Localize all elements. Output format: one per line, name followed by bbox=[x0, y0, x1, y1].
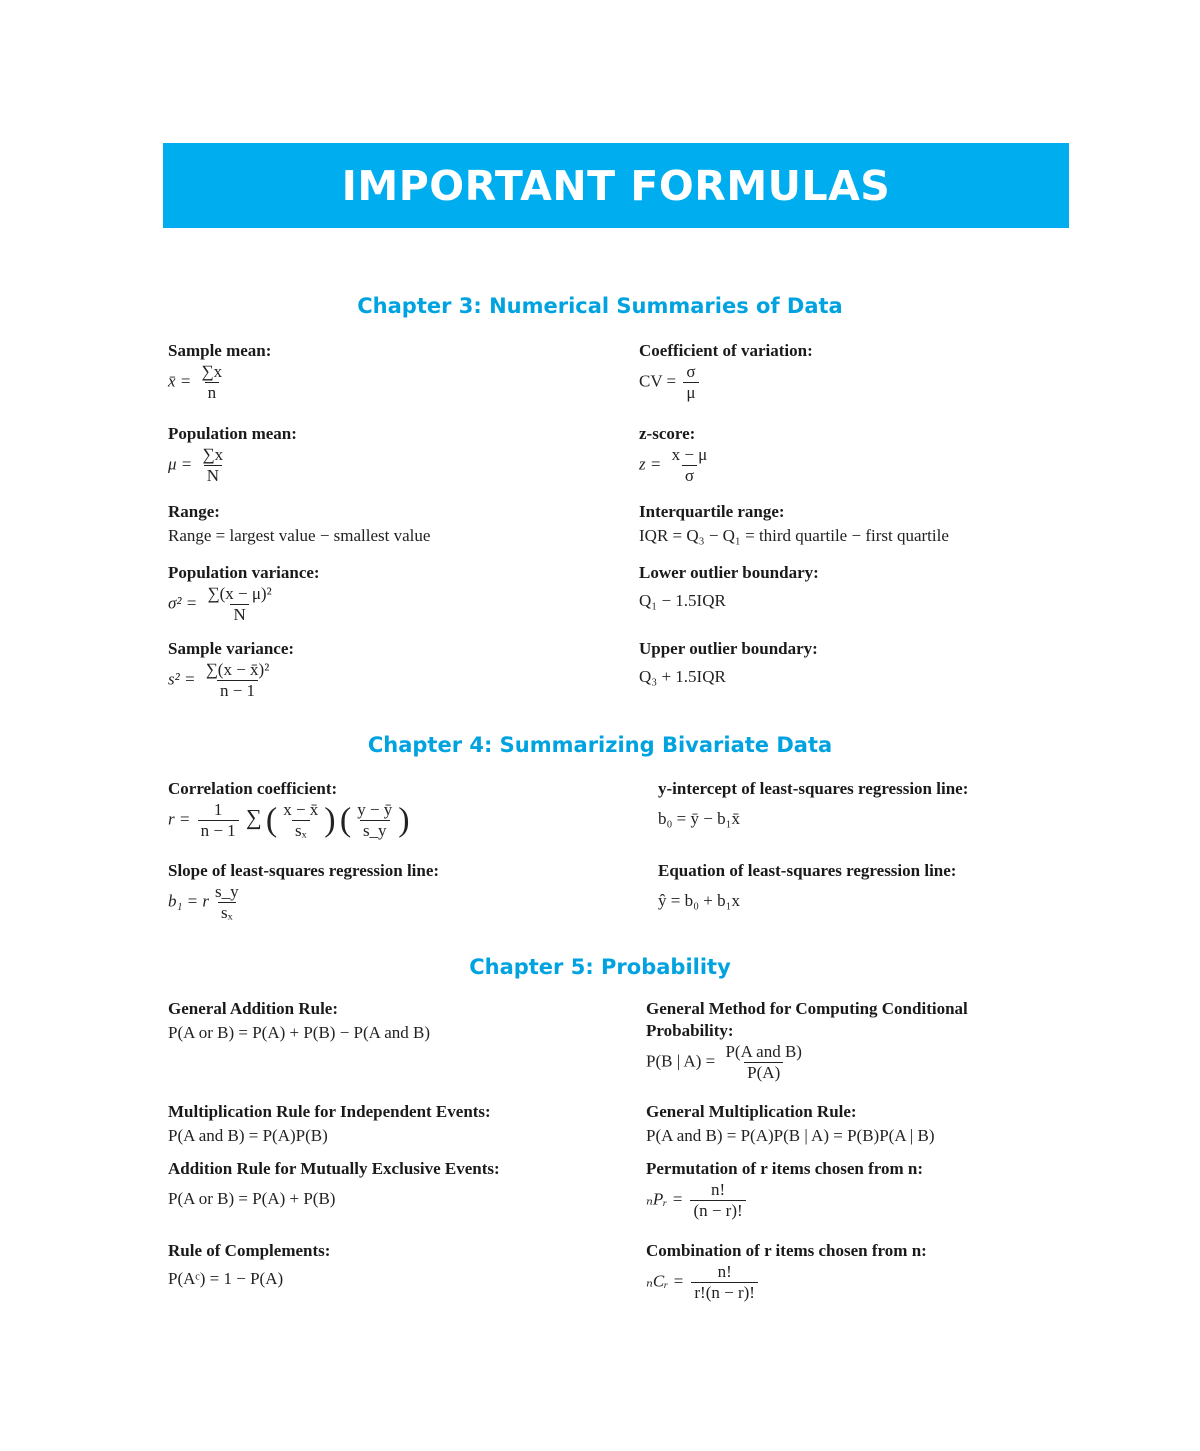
cv-num: σ bbox=[686, 362, 696, 381]
range-block bbox=[168, 501, 430, 547]
combination-fraction bbox=[691, 1262, 758, 1303]
cv-label: Coefficient of variation: bbox=[639, 341, 813, 360]
permutation-fraction bbox=[690, 1180, 745, 1221]
cv-fraction bbox=[683, 362, 698, 403]
cv-den: μ bbox=[683, 382, 698, 403]
sample-variance-fraction bbox=[203, 660, 273, 701]
cv-block bbox=[639, 340, 813, 403]
conditional-den: P(A) bbox=[744, 1062, 783, 1083]
correlation-fraction-2 bbox=[280, 800, 321, 841]
complement-label: Rule of Complements: bbox=[168, 1241, 331, 1260]
population-mean-fraction bbox=[200, 445, 227, 486]
addition-rule-label: General Addition Rule: bbox=[168, 999, 339, 1018]
sample-variance-label: Sample variance: bbox=[168, 639, 295, 658]
equation-block bbox=[658, 860, 956, 912]
upper-outlier-block bbox=[639, 638, 818, 688]
range-label: Range: bbox=[168, 502, 220, 521]
lower-outlier-formula: Q₁ − 1.5IQR bbox=[639, 591, 726, 610]
complement-formula: P(Aᶜ) = 1 − P(A) bbox=[168, 1269, 284, 1288]
intercept-label: y-intercept of least-squares regression line: bbox=[658, 779, 969, 798]
population-variance-fraction bbox=[204, 584, 274, 625]
title-banner bbox=[163, 143, 1069, 228]
general-mult-formula: P(A and B) = P(A)P(B | A) = P(B)P(A | B) bbox=[646, 1126, 935, 1145]
mutually-exclusive-label: Addition Rule for Mutually Exclusive Events: bbox=[168, 1159, 500, 1178]
addition-rule-block bbox=[168, 998, 430, 1044]
equation-formula: ŷ = b₀ + b₁x bbox=[658, 891, 741, 910]
right-paren: ) bbox=[324, 801, 336, 839]
permutation-block bbox=[646, 1158, 923, 1221]
sum-symbol: ∑ bbox=[245, 804, 262, 830]
lower-outlier-block bbox=[639, 562, 819, 612]
zscore-block bbox=[639, 423, 713, 486]
zscore-den: σ bbox=[682, 465, 697, 486]
zscore-num: x − μ bbox=[671, 445, 708, 464]
sample-mean-block bbox=[168, 340, 271, 403]
correlation-block bbox=[168, 778, 410, 841]
sample-variance-den: n − 1 bbox=[217, 680, 258, 701]
combination-label: Combination of r items chosen from n: bbox=[646, 1241, 927, 1260]
slope-fraction bbox=[212, 882, 242, 923]
correlation-fraction-1 bbox=[198, 800, 239, 841]
population-variance-block bbox=[168, 562, 320, 625]
upper-outlier-label: Upper outlier boundary: bbox=[639, 639, 818, 658]
independent-mult-label: Multiplication Rule for Independent Events: bbox=[168, 1102, 491, 1121]
conditional-block bbox=[646, 998, 1036, 1083]
sample-mean-den: n bbox=[205, 382, 220, 403]
slope-lhs: b₁ = r bbox=[168, 891, 209, 911]
population-mean-block bbox=[168, 423, 297, 486]
permutation-label: Permutation of r items chosen from n: bbox=[646, 1159, 923, 1178]
population-variance-lhs: σ² = bbox=[168, 593, 198, 613]
sample-mean-fraction bbox=[199, 362, 226, 403]
population-variance-num: ∑(x − μ)² bbox=[207, 584, 272, 603]
correlation-fraction-3 bbox=[354, 800, 395, 841]
correlation-num-3: y − ȳ bbox=[357, 800, 393, 819]
general-mult-block bbox=[646, 1101, 935, 1147]
cv-lhs: CV = bbox=[639, 371, 677, 391]
conditional-lhs: P(B | A) = bbox=[646, 1051, 716, 1071]
mutually-exclusive-formula: P(A or B) = P(A) + P(B) bbox=[168, 1189, 336, 1208]
chapter-3-heading: Chapter 3: Numerical Summaries of Data bbox=[357, 294, 843, 318]
general-mult-label: General Multiplication Rule: bbox=[646, 1102, 857, 1121]
permutation-den: (n − r)! bbox=[690, 1200, 745, 1221]
population-mean-lhs: μ = bbox=[168, 454, 193, 474]
complement-block bbox=[168, 1240, 330, 1290]
conditional-num: P(A and B) bbox=[725, 1042, 802, 1061]
upper-outlier-formula: Q₃ + 1.5IQR bbox=[639, 667, 726, 686]
slope-block bbox=[168, 860, 439, 923]
lower-outlier-label: Lower outlier boundary: bbox=[639, 563, 819, 582]
permutation-num: n! bbox=[710, 1180, 726, 1199]
mutually-exclusive-block bbox=[168, 1158, 500, 1210]
conditional-label: General Method for Computing Conditional Probability: bbox=[646, 999, 968, 1040]
sample-mean-num: ∑x bbox=[201, 362, 223, 381]
iqr-label: Interquartile range: bbox=[639, 502, 785, 521]
population-mean-den: N bbox=[204, 465, 222, 486]
population-variance-label: Population variance: bbox=[168, 563, 320, 582]
slope-den: sₓ bbox=[218, 902, 236, 923]
combination-block bbox=[646, 1240, 927, 1303]
correlation-den-2: sₓ bbox=[292, 820, 310, 841]
correlation-den-3: s_y bbox=[360, 820, 390, 841]
population-mean-label: Population mean: bbox=[168, 424, 297, 443]
sample-variance-num: ∑(x − x̄)² bbox=[205, 660, 270, 679]
slope-label: Slope of least-squares regression line: bbox=[168, 861, 440, 880]
equation-label: Equation of least-squares regression line: bbox=[658, 861, 957, 880]
combination-den: r!(n − r)! bbox=[691, 1282, 758, 1303]
combination-num: n! bbox=[717, 1262, 732, 1281]
addition-rule-formula: P(A or B) = P(A) + P(B) − P(A and B) bbox=[168, 1023, 431, 1042]
right-paren: ) bbox=[398, 801, 410, 839]
correlation-lhs: r = bbox=[168, 809, 191, 829]
zscore-fraction bbox=[669, 445, 711, 486]
chapter-4-heading: Chapter 4: Summarizing Bivariate Data bbox=[367, 733, 833, 757]
sample-variance-lhs: s² = bbox=[168, 669, 196, 689]
independent-mult-block bbox=[168, 1101, 491, 1147]
population-mean-num: ∑x bbox=[202, 445, 224, 464]
sample-mean-lhs: x̄ = bbox=[168, 371, 192, 391]
iqr-block bbox=[639, 501, 949, 547]
correlation-label: Correlation coefficient: bbox=[168, 779, 338, 798]
left-paren: ( bbox=[265, 801, 278, 839]
correlation-num-1: 1 bbox=[213, 800, 223, 819]
sample-variance-block bbox=[168, 638, 294, 701]
range-formula: Range = largest value − smallest value bbox=[168, 526, 431, 545]
slope-num: s_y bbox=[215, 882, 239, 901]
intercept-block bbox=[658, 778, 968, 830]
independent-mult-formula: P(A and B) = P(A)P(B) bbox=[168, 1126, 328, 1145]
intercept-formula: b₀ = ȳ − b₁x̄ bbox=[658, 809, 741, 828]
zscore-label: z-score: bbox=[639, 424, 696, 443]
permutation-lhs: ₙPᵣ = bbox=[646, 1189, 684, 1209]
population-variance-den: N bbox=[230, 604, 248, 625]
chapter-5-heading: Chapter 5: Probability bbox=[469, 955, 731, 979]
conditional-fraction bbox=[722, 1042, 805, 1083]
page-title: IMPORTANT FORMULAS bbox=[341, 161, 891, 210]
correlation-num-2: x − x̄ bbox=[283, 800, 319, 819]
correlation-den-1: n − 1 bbox=[198, 820, 239, 841]
left-paren: ( bbox=[339, 801, 352, 839]
combination-lhs: ₙCᵣ = bbox=[646, 1271, 685, 1291]
iqr-formula: IQR = Q₃ − Q₁ = third quartile − first quartile bbox=[639, 526, 949, 545]
sample-mean-label: Sample mean: bbox=[168, 341, 272, 360]
zscore-lhs: z = bbox=[639, 454, 662, 474]
